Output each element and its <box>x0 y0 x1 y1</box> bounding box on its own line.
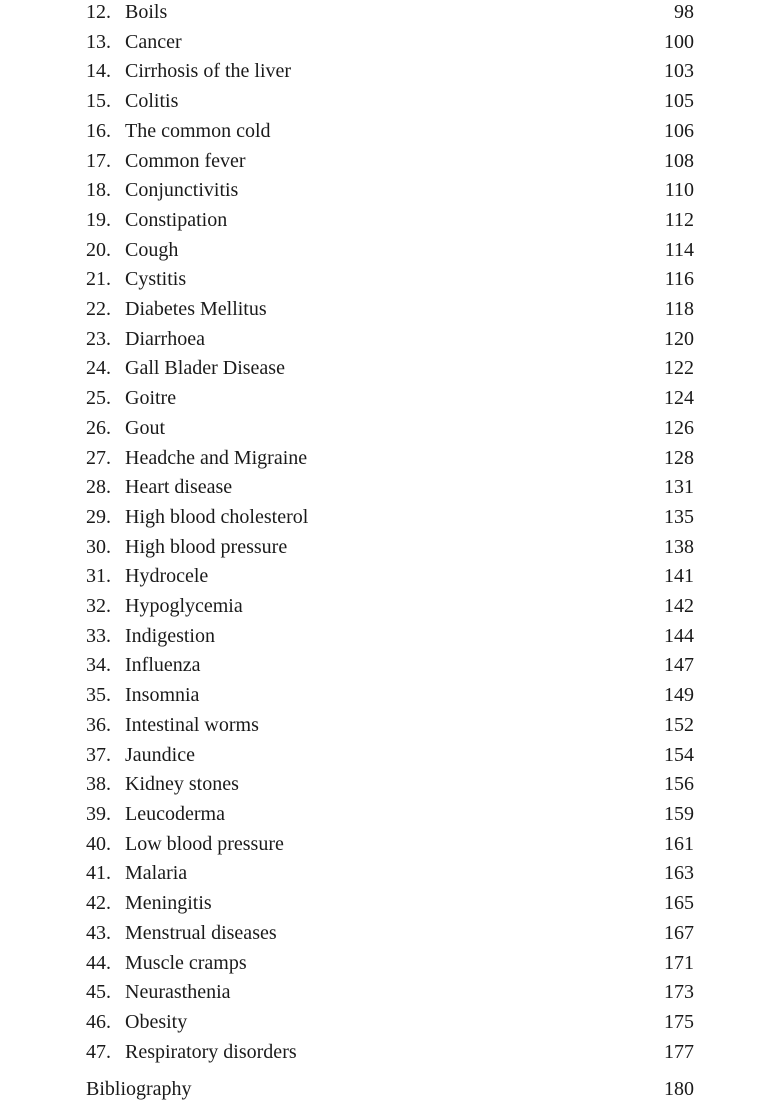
entry-number: 36. <box>86 713 111 736</box>
entry-title: Malaria <box>125 862 188 885</box>
entry-number: 44. <box>86 951 111 974</box>
entry-title: Cirrhosis of the liver <box>125 60 292 83</box>
toc-entry <box>0 444 780 474</box>
entry-page: 105 <box>664 90 694 113</box>
entry-title: Low blood pressure <box>125 832 284 855</box>
entry-title: Kidney stones <box>125 773 239 796</box>
entry-title: Jaundice <box>125 743 195 766</box>
toc-entry <box>0 28 780 58</box>
entry-title: Cancer <box>125 30 182 53</box>
toc-entry <box>0 147 780 177</box>
entry-title: Respiratory disorders <box>125 1040 297 1063</box>
toc-entry <box>0 949 780 979</box>
toc-entry <box>0 800 780 830</box>
toc-entry <box>0 562 780 592</box>
toc-entry <box>0 57 780 87</box>
entry-title: Hypoglycemia <box>125 595 243 618</box>
entry-title: Neurasthenia <box>125 981 231 1004</box>
entry-number: 26. <box>86 416 111 439</box>
entry-number: 28. <box>86 476 111 499</box>
entry-page: 120 <box>664 327 694 350</box>
entry-number: 25. <box>86 387 111 410</box>
entry-page: 161 <box>664 832 694 855</box>
entry-page: 147 <box>664 654 694 677</box>
entry-page: 171 <box>664 951 694 974</box>
entry-page: 177 <box>664 1040 694 1063</box>
entry-title: High blood cholesterol <box>125 505 309 528</box>
entry-page: 126 <box>664 416 694 439</box>
toc-entry <box>0 325 780 355</box>
toc-entry-bibliography <box>0 1075 780 1105</box>
entry-page: 175 <box>664 1010 694 1033</box>
toc-entry <box>0 0 780 28</box>
entry-page: 142 <box>664 595 694 618</box>
entry-number: 42. <box>86 892 111 915</box>
entry-title: Headche and Migraine <box>125 446 308 469</box>
entry-page: 144 <box>664 624 694 647</box>
entry-number: 13. <box>86 30 111 53</box>
entry-page: 141 <box>664 565 694 588</box>
entry-title: Menstrual diseases <box>125 921 277 944</box>
entry-page: 118 <box>664 298 694 321</box>
entry-title: High blood pressure <box>125 535 288 558</box>
toc-entry <box>0 236 780 266</box>
entry-page: 131 <box>664 476 694 499</box>
entry-title: Conjunctivitis <box>125 179 239 202</box>
toc-entry <box>0 533 780 563</box>
entry-number: 16. <box>86 119 111 142</box>
entry-page: 112 <box>664 208 694 231</box>
entry-number: 30. <box>86 535 111 558</box>
entry-page: 180 <box>664 1078 694 1101</box>
toc-entry <box>0 473 780 503</box>
entry-page: 124 <box>664 387 694 410</box>
entry-number: 20. <box>86 238 111 261</box>
entry-title: Indigestion <box>125 624 215 647</box>
entry-page: 156 <box>664 773 694 796</box>
entry-page: 106 <box>664 119 694 142</box>
entry-page: 98 <box>674 1 694 23</box>
toc-entry <box>0 681 780 711</box>
toc-entry <box>0 384 780 414</box>
entry-page: 163 <box>664 862 694 885</box>
entry-title: Cystitis <box>125 268 187 291</box>
entry-number: 23. <box>86 327 111 350</box>
entry-page: 167 <box>664 921 694 944</box>
entry-number: 43. <box>86 921 111 944</box>
entry-title: Goitre <box>125 387 177 410</box>
entry-title: Colitis <box>125 90 179 113</box>
entry-number: 17. <box>86 149 111 172</box>
toc-entry <box>0 176 780 206</box>
toc-entry <box>0 770 780 800</box>
entry-page: 122 <box>664 357 694 380</box>
entry-page: 138 <box>664 535 694 558</box>
entry-title: Obesity <box>125 1010 188 1033</box>
toc-entry <box>0 87 780 117</box>
entry-number: 31. <box>86 565 111 588</box>
entry-number: 45. <box>86 981 111 1004</box>
entry-page: 154 <box>664 743 694 766</box>
toc-entry <box>0 889 780 919</box>
toc-entry <box>0 265 780 295</box>
toc-entry <box>0 651 780 681</box>
entry-number: 37. <box>86 743 111 766</box>
entry-number: 18. <box>86 179 111 202</box>
toc-entry <box>0 711 780 741</box>
toc-entry <box>0 503 780 533</box>
entry-title: Meningitis <box>125 892 212 915</box>
entry-number: 35. <box>86 684 111 707</box>
entry-number: 39. <box>86 802 111 825</box>
entry-number: 22. <box>86 298 111 321</box>
entry-page: 165 <box>664 892 694 915</box>
entry-title: Gall Blader Disease <box>125 357 285 380</box>
entry-page: 110 <box>664 179 694 202</box>
toc-entry <box>0 830 780 860</box>
entry-number: 24. <box>86 357 111 380</box>
entry-page: 103 <box>664 60 694 83</box>
entry-title: Diarrhoea <box>125 327 205 350</box>
entry-number: 29. <box>86 505 111 528</box>
toc-entry <box>0 295 780 325</box>
entry-page: 100 <box>664 30 694 53</box>
entry-page: 114 <box>664 238 694 261</box>
entry-number: 12. <box>86 1 111 23</box>
entry-title: Constipation <box>125 208 228 231</box>
entry-page: 173 <box>664 981 694 1004</box>
toc-entry <box>0 206 780 236</box>
entry-title: Boils <box>125 1 168 23</box>
entry-title: Diabetes Mellitus <box>125 298 267 321</box>
entry-number: 32. <box>86 595 111 618</box>
entry-number: 47. <box>86 1040 111 1063</box>
entry-number: 34. <box>86 654 111 677</box>
entry-number: 15. <box>86 90 111 113</box>
entry-page: 128 <box>664 446 694 469</box>
entry-title: Cough <box>125 238 179 261</box>
toc-entry <box>0 919 780 949</box>
entry-page: 116 <box>664 268 694 291</box>
entry-title: Gout <box>125 416 165 439</box>
toc-entry <box>0 978 780 1008</box>
entry-title: Heart disease <box>125 476 233 499</box>
entry-title: Intestinal worms <box>125 713 259 736</box>
entry-title: Leucoderma <box>125 802 225 825</box>
entry-number: 21. <box>86 268 111 291</box>
entry-number: 19. <box>86 208 111 231</box>
toc-entry <box>0 622 780 652</box>
toc-entry <box>0 1038 780 1068</box>
entry-number: 14. <box>86 60 111 83</box>
entry-number: 27. <box>86 446 111 469</box>
toc-entry <box>0 414 780 444</box>
toc-entry <box>0 117 780 147</box>
toc-entry <box>0 1008 780 1038</box>
entry-title: The common cold <box>125 119 271 142</box>
entry-page: 135 <box>664 505 694 528</box>
entry-title: Bibliography <box>86 1078 192 1101</box>
entry-title: Hydrocele <box>125 565 209 588</box>
entry-number: 38. <box>86 773 111 796</box>
toc-entry <box>0 859 780 889</box>
entry-page: 152 <box>664 713 694 736</box>
entry-number: 33. <box>86 624 111 647</box>
entry-title: Muscle cramps <box>125 951 247 974</box>
entry-page: 108 <box>664 149 694 172</box>
entry-title: Influenza <box>125 654 201 677</box>
entry-page: 149 <box>664 684 694 707</box>
toc-entry <box>0 741 780 771</box>
entry-number: 46. <box>86 1010 111 1033</box>
toc-entry <box>0 354 780 384</box>
entry-number: 41. <box>86 862 111 885</box>
entry-title: Insomnia <box>125 684 200 707</box>
entry-page: 159 <box>664 802 694 825</box>
entry-number: 40. <box>86 832 111 855</box>
toc-entry <box>0 592 780 622</box>
entry-title: Common fever <box>125 149 246 172</box>
